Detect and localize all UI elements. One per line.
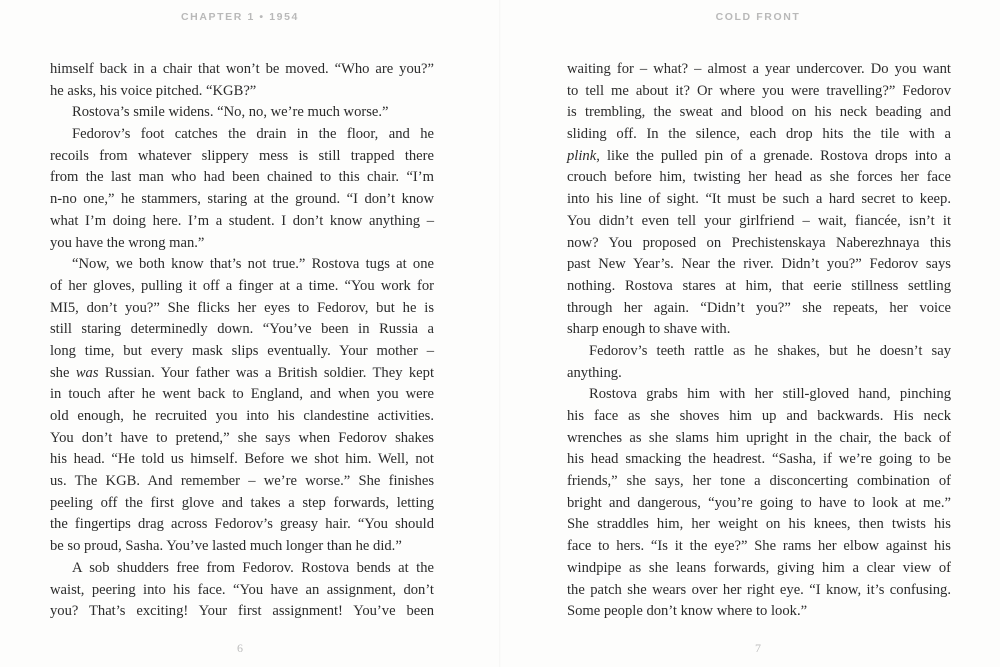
text-line: crouch before him, twisting her head as she forces her face bbox=[567, 169, 951, 186]
text-line: peeling off the first glove and takes a step forwards, letting bbox=[50, 494, 434, 511]
text-line: through her again. “Didn’t you?” she repeats, her voice bbox=[567, 299, 951, 316]
text-line: MI5, don’t you?” She flicks her eyes to Fedorov, but he is bbox=[50, 299, 434, 316]
text-line: long time, but every mask slips eventually. Your mother – bbox=[50, 342, 434, 359]
text-line: in touch after he went back to England, and when you were bbox=[50, 386, 434, 403]
text-line: wrenches as she slams him upright in the chair, the back of bbox=[567, 429, 951, 446]
text-line: past New Year’s. Near the river. Didn’t you?” Fedorov says bbox=[567, 256, 951, 273]
text-line: face to hers. “Is it the eye?” She rams her elbow against his bbox=[567, 538, 951, 555]
text-line: windpipe as she leans forwards, giving him a clear view of bbox=[567, 559, 951, 576]
text-line: Fedorov’s foot catches the drain in the floor, and he bbox=[72, 126, 434, 143]
text-line: “Now, we both know that’s not true.” Rostova tugs at one bbox=[72, 256, 434, 273]
text-line: recoils from whatever slippery mess is still trapped there bbox=[50, 147, 434, 164]
text-line: old enough, he recruited you into his clandestine activities. bbox=[50, 408, 434, 424]
text-line: himself back in a chair that won’t be moved. “Who are you?” bbox=[50, 61, 434, 77]
text-line: A sob shudders free from Fedorov. Rostova bends at the bbox=[72, 559, 434, 576]
text-line: into his line of sight. “It must be such a hard secret to keep. bbox=[567, 191, 951, 208]
page-number-right: 7 bbox=[755, 641, 761, 655]
text-line: Some people don’t know where to look.” bbox=[567, 603, 808, 620]
text-line: still staring determinedly down. “You’ve been in Russia a bbox=[50, 321, 434, 338]
text-line: now? You proposed on Prechistenskaya Naberezhnaya this bbox=[567, 234, 951, 251]
text-line: us. The KGB. And remember – we’re worse.” She finishes bbox=[50, 473, 434, 490]
text-line: be so proud, Sasha. You’ve lasted much longer than he did.” bbox=[50, 538, 402, 555]
text-line: anything. bbox=[567, 364, 622, 381]
text-line: his head smacking the headrest. “Sasha, if we’re going to be bbox=[567, 451, 951, 468]
right-page-text bbox=[567, 59, 951, 623]
right-page bbox=[500, 0, 1000, 667]
text-line: sharp enough to shave with. bbox=[567, 321, 731, 338]
text-line: what I’m doing here. I’m a student. I don’t know anything – bbox=[50, 212, 434, 229]
text-line: You don’t have to pretend,” she says when Fedorov shakes bbox=[50, 429, 434, 446]
running-head-right: COLD FRONT bbox=[715, 11, 801, 23]
text-line: you have the wrong man.” bbox=[50, 234, 205, 251]
text-line: sliding off. In the silence, each drop hits the tile with a bbox=[567, 126, 951, 143]
page-number-left: 6 bbox=[237, 641, 243, 655]
text-line: she was Russian. Your father was a British soldier. They kept bbox=[50, 364, 434, 381]
text-line: Rostova grabs him with her still-gloved hand, pinching bbox=[589, 386, 951, 403]
text-line: She straddles him, her weight on his knees, then twists his bbox=[567, 516, 951, 533]
text-line: from the last man who had been chained to this chair. “I’m bbox=[50, 169, 434, 186]
text-line: Rostova’s smile widens. “No, no, we’re much worse.” bbox=[72, 104, 389, 121]
text-line: friends,” she says, her tone a disconcerting combination of bbox=[567, 473, 951, 490]
text-line: n-no one,” he stammers, staring at the ground. “I don’t know bbox=[50, 191, 434, 208]
text-line: plink, like the pulled pin of a grenade. Rostova drops into a bbox=[567, 147, 951, 164]
text-line: of her gloves, pulling it off a finger at a time. “You work for bbox=[50, 277, 434, 294]
text-line: nothing. Rostova stares at him, that eerie stillness settling bbox=[567, 277, 951, 294]
text-line: is trembling, the sweat and blood on his neck beading and bbox=[567, 104, 951, 121]
left-page-text bbox=[50, 59, 434, 623]
text-line: You didn’t even tell your girlfriend – wait, fiancée, isn’t it bbox=[567, 212, 951, 229]
text-line: Fedorov’s teeth rattle as he shakes, but he doesn’t say bbox=[589, 342, 951, 359]
text-line: his face as she shoves him up and backwards. His neck bbox=[567, 408, 951, 424]
running-head-left: CHAPTER 1 • 1954 bbox=[181, 11, 299, 23]
text-line: the patch she wears over her right eye. “I know, it’s confusing. bbox=[567, 581, 951, 598]
text-line: bright and dangerous, “you’re going to have to look at me.” bbox=[567, 494, 951, 511]
text-line: his head. “He told us himself. Before we shot him. Well, not bbox=[50, 451, 434, 468]
text-line: he asks, his voice pitched. “KGB?” bbox=[50, 82, 257, 99]
text-line: the fingertips drag across Fedorov’s greasy hair. “You should bbox=[50, 516, 434, 533]
text-line: you? That’s exciting! Your first assignment! You’ve been bbox=[50, 603, 434, 620]
text-line: waiting for – what? – almost a year undercover. Do you want bbox=[567, 61, 951, 77]
text-line: waist, peering into his face. “You have an assignment, don’t bbox=[50, 581, 434, 598]
text-line: to tell me about it? Or where you were travelling?” Fedorov bbox=[567, 82, 951, 99]
